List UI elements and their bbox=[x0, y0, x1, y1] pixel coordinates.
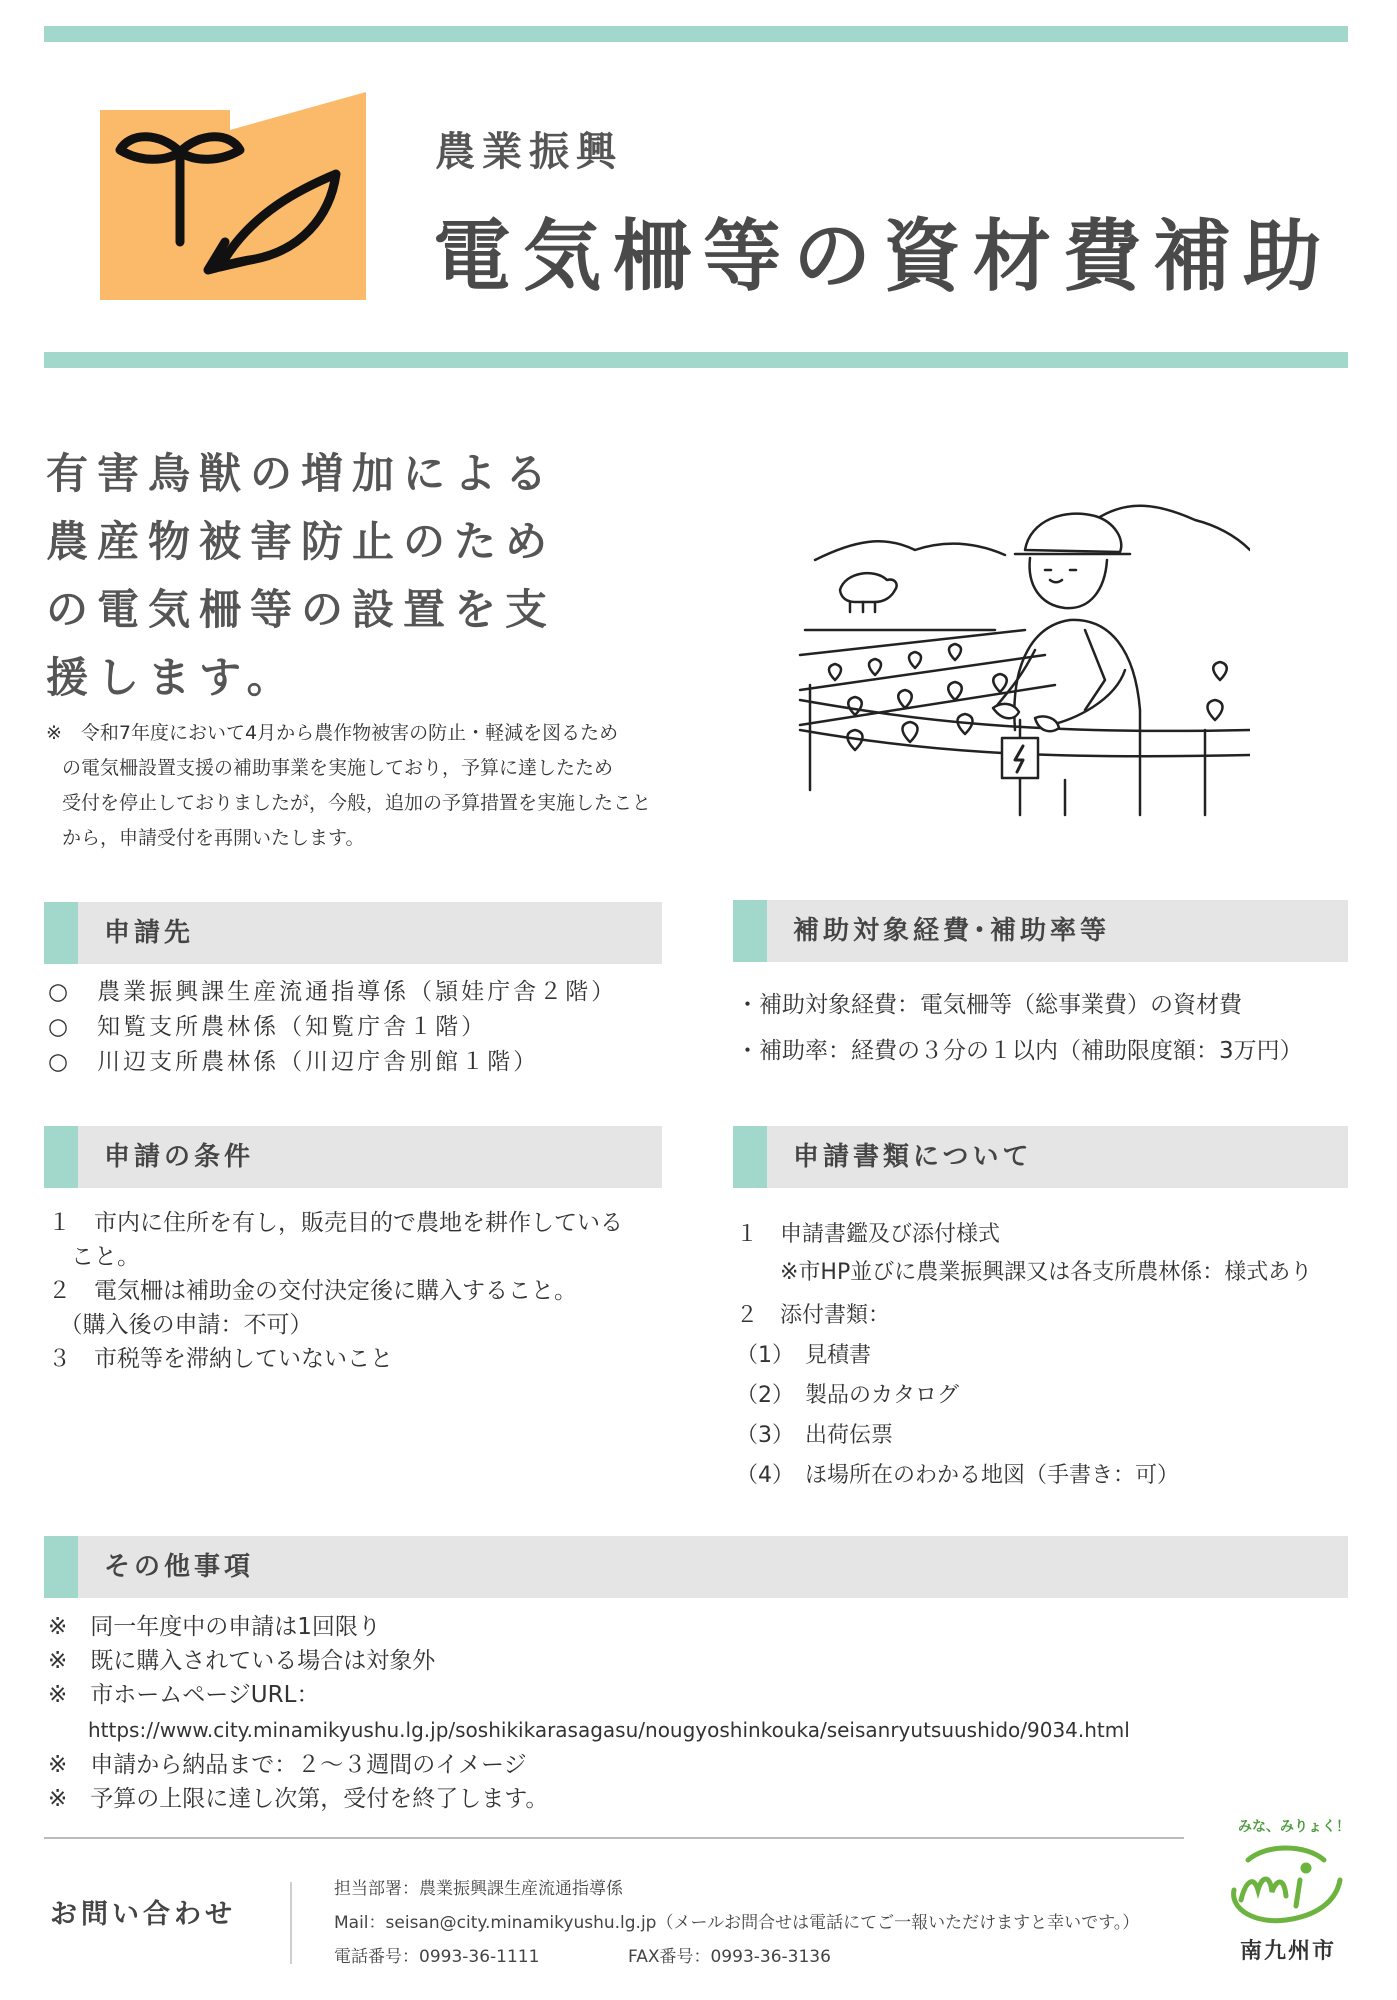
section-header-conditions bbox=[44, 1126, 662, 1188]
list-item: ３ 市税等を滞納していないこと bbox=[48, 1346, 393, 1372]
page-title: 電気柵等の資材費補助 bbox=[433, 212, 1334, 302]
contact-mail[interactable]: Mail：seisan@city.minamikyushu.lg.jp（メールお問合せは電話にてご一報いただけますと幸いです。） bbox=[334, 1913, 1140, 1933]
city-slogan: みな、みりょく！ bbox=[1238, 1819, 1350, 1835]
contact-divider bbox=[290, 1882, 292, 1964]
note-line: ※ 令和7年度において4月から農作物被害の防止・軽減を図るため bbox=[46, 722, 619, 744]
list-item: （購入後の申請：不可） bbox=[48, 1312, 313, 1338]
section-header-other bbox=[44, 1536, 1348, 1598]
section-accent bbox=[44, 902, 78, 964]
contact-phone: 電話番号：0993-36-1111 bbox=[334, 1947, 540, 1967]
section-header-subsidy bbox=[733, 900, 1348, 962]
mi-logo-icon bbox=[1226, 1840, 1346, 1926]
list-item: １ 申請書鑑及び添付様式 bbox=[736, 1222, 1001, 1247]
list-item: ※ 市ホームページURL： bbox=[48, 1682, 320, 1708]
section-title: 補助対象経費･補助率等 bbox=[793, 916, 1111, 946]
farmer-fence-illustration bbox=[795, 480, 1250, 820]
header-bottom-rule bbox=[44, 352, 1348, 368]
list-item: （3） 出荷伝票 bbox=[736, 1423, 893, 1448]
documents-list bbox=[736, 1216, 1312, 1496]
list-item: ・補助率：経費の３分の１以内（補助限度額：3万円） bbox=[736, 1038, 1303, 1064]
list-item: １ 市内に住所を有し，販売目的で農地を耕作している bbox=[48, 1210, 623, 1236]
subsidy-list bbox=[736, 982, 1303, 1074]
list-item: （2） 製品のカタログ bbox=[736, 1383, 959, 1408]
section-header-apply-to bbox=[44, 902, 662, 964]
apply-to-list bbox=[48, 975, 617, 1080]
list-item: （4） ほ場所在のわかる地図（手書き：可） bbox=[736, 1463, 1179, 1488]
section-title: 申請先 bbox=[104, 918, 195, 948]
url-text[interactable]: https://www.city.minamikyushu.lg.jp/soshikikarasagasu/nougyoshinkouka/seisanryutsuushido/9034.html bbox=[48, 1718, 1130, 1742]
contact-department: 担当部署：農業振興課生産流通指導係 bbox=[334, 1879, 623, 1899]
list-item: ・補助対象経費：電気柵等（総事業費）の資材費 bbox=[736, 992, 1242, 1018]
list-item: （1） 見積書 bbox=[736, 1343, 871, 1368]
note-line: 受付を停止しておりましたが，今般，追加の予算措置を実施したこと bbox=[62, 792, 652, 814]
list-item: ○ 知覧支所農林係（知覧庁舎１階） bbox=[48, 1014, 488, 1040]
note-line: から，申請受付を再開いたします。 bbox=[62, 827, 365, 849]
city-name: 南九州市 bbox=[1240, 1939, 1337, 1964]
lead-text bbox=[46, 440, 606, 712]
section-accent bbox=[44, 1536, 78, 1598]
category-label: 農業振興 bbox=[435, 129, 623, 175]
list-item: ○ 農業振興課生産流通指導係（頴娃庁舎２階） bbox=[48, 979, 618, 1005]
section-accent bbox=[733, 900, 767, 962]
section-accent bbox=[733, 1126, 767, 1188]
list-item: ※市HP並びに農業振興課又は各支所農林係：様式あり bbox=[736, 1260, 1313, 1285]
lead-line: 援します。 bbox=[46, 653, 298, 702]
contact-fax: FAX番号：0993-36-3136 bbox=[628, 1947, 831, 1967]
lead-line: の電気柵等の設置を支 bbox=[46, 585, 557, 634]
footer-divider bbox=[44, 1837, 1184, 1839]
list-item: ※ 申請から納品まで：２～３週間のイメージ bbox=[48, 1752, 527, 1778]
section-title: その他事項 bbox=[104, 1552, 255, 1582]
list-item: ２ 添付書類： bbox=[736, 1303, 891, 1328]
conditions-list bbox=[48, 1206, 623, 1376]
section-title: 申請の条件 bbox=[104, 1142, 255, 1172]
list-item: こと。 bbox=[48, 1244, 140, 1270]
contact-label: お問い合わせ bbox=[50, 1899, 236, 1930]
lead-line: 農産物被害防止のため bbox=[46, 517, 557, 566]
section-header-documents bbox=[733, 1126, 1348, 1188]
note-line: の電気柵設置支援の補助事業を実施しており，予算に達したため bbox=[62, 757, 614, 779]
list-item: ※ 同一年度中の申請は1回限り bbox=[48, 1614, 381, 1640]
list-item: ２ 電気柵は補助金の交付決定後に購入すること。 bbox=[48, 1278, 577, 1304]
notice-text bbox=[46, 716, 726, 856]
other-list bbox=[48, 1610, 1130, 1816]
list-item: ※ 既に購入されている場合は対象外 bbox=[48, 1648, 436, 1674]
lead-line: 有害鳥獣の増加による bbox=[46, 449, 557, 498]
section-title: 申請書類について bbox=[793, 1142, 1033, 1172]
list-item: ○ 川辺支所農林係（川辺庁舎別館１階） bbox=[48, 1049, 540, 1075]
list-item: ※ 予算の上限に達し次第，受付を終了します。 bbox=[48, 1786, 549, 1812]
sprout-icon bbox=[100, 92, 366, 300]
top-rule bbox=[44, 26, 1348, 42]
section-accent bbox=[44, 1126, 78, 1188]
